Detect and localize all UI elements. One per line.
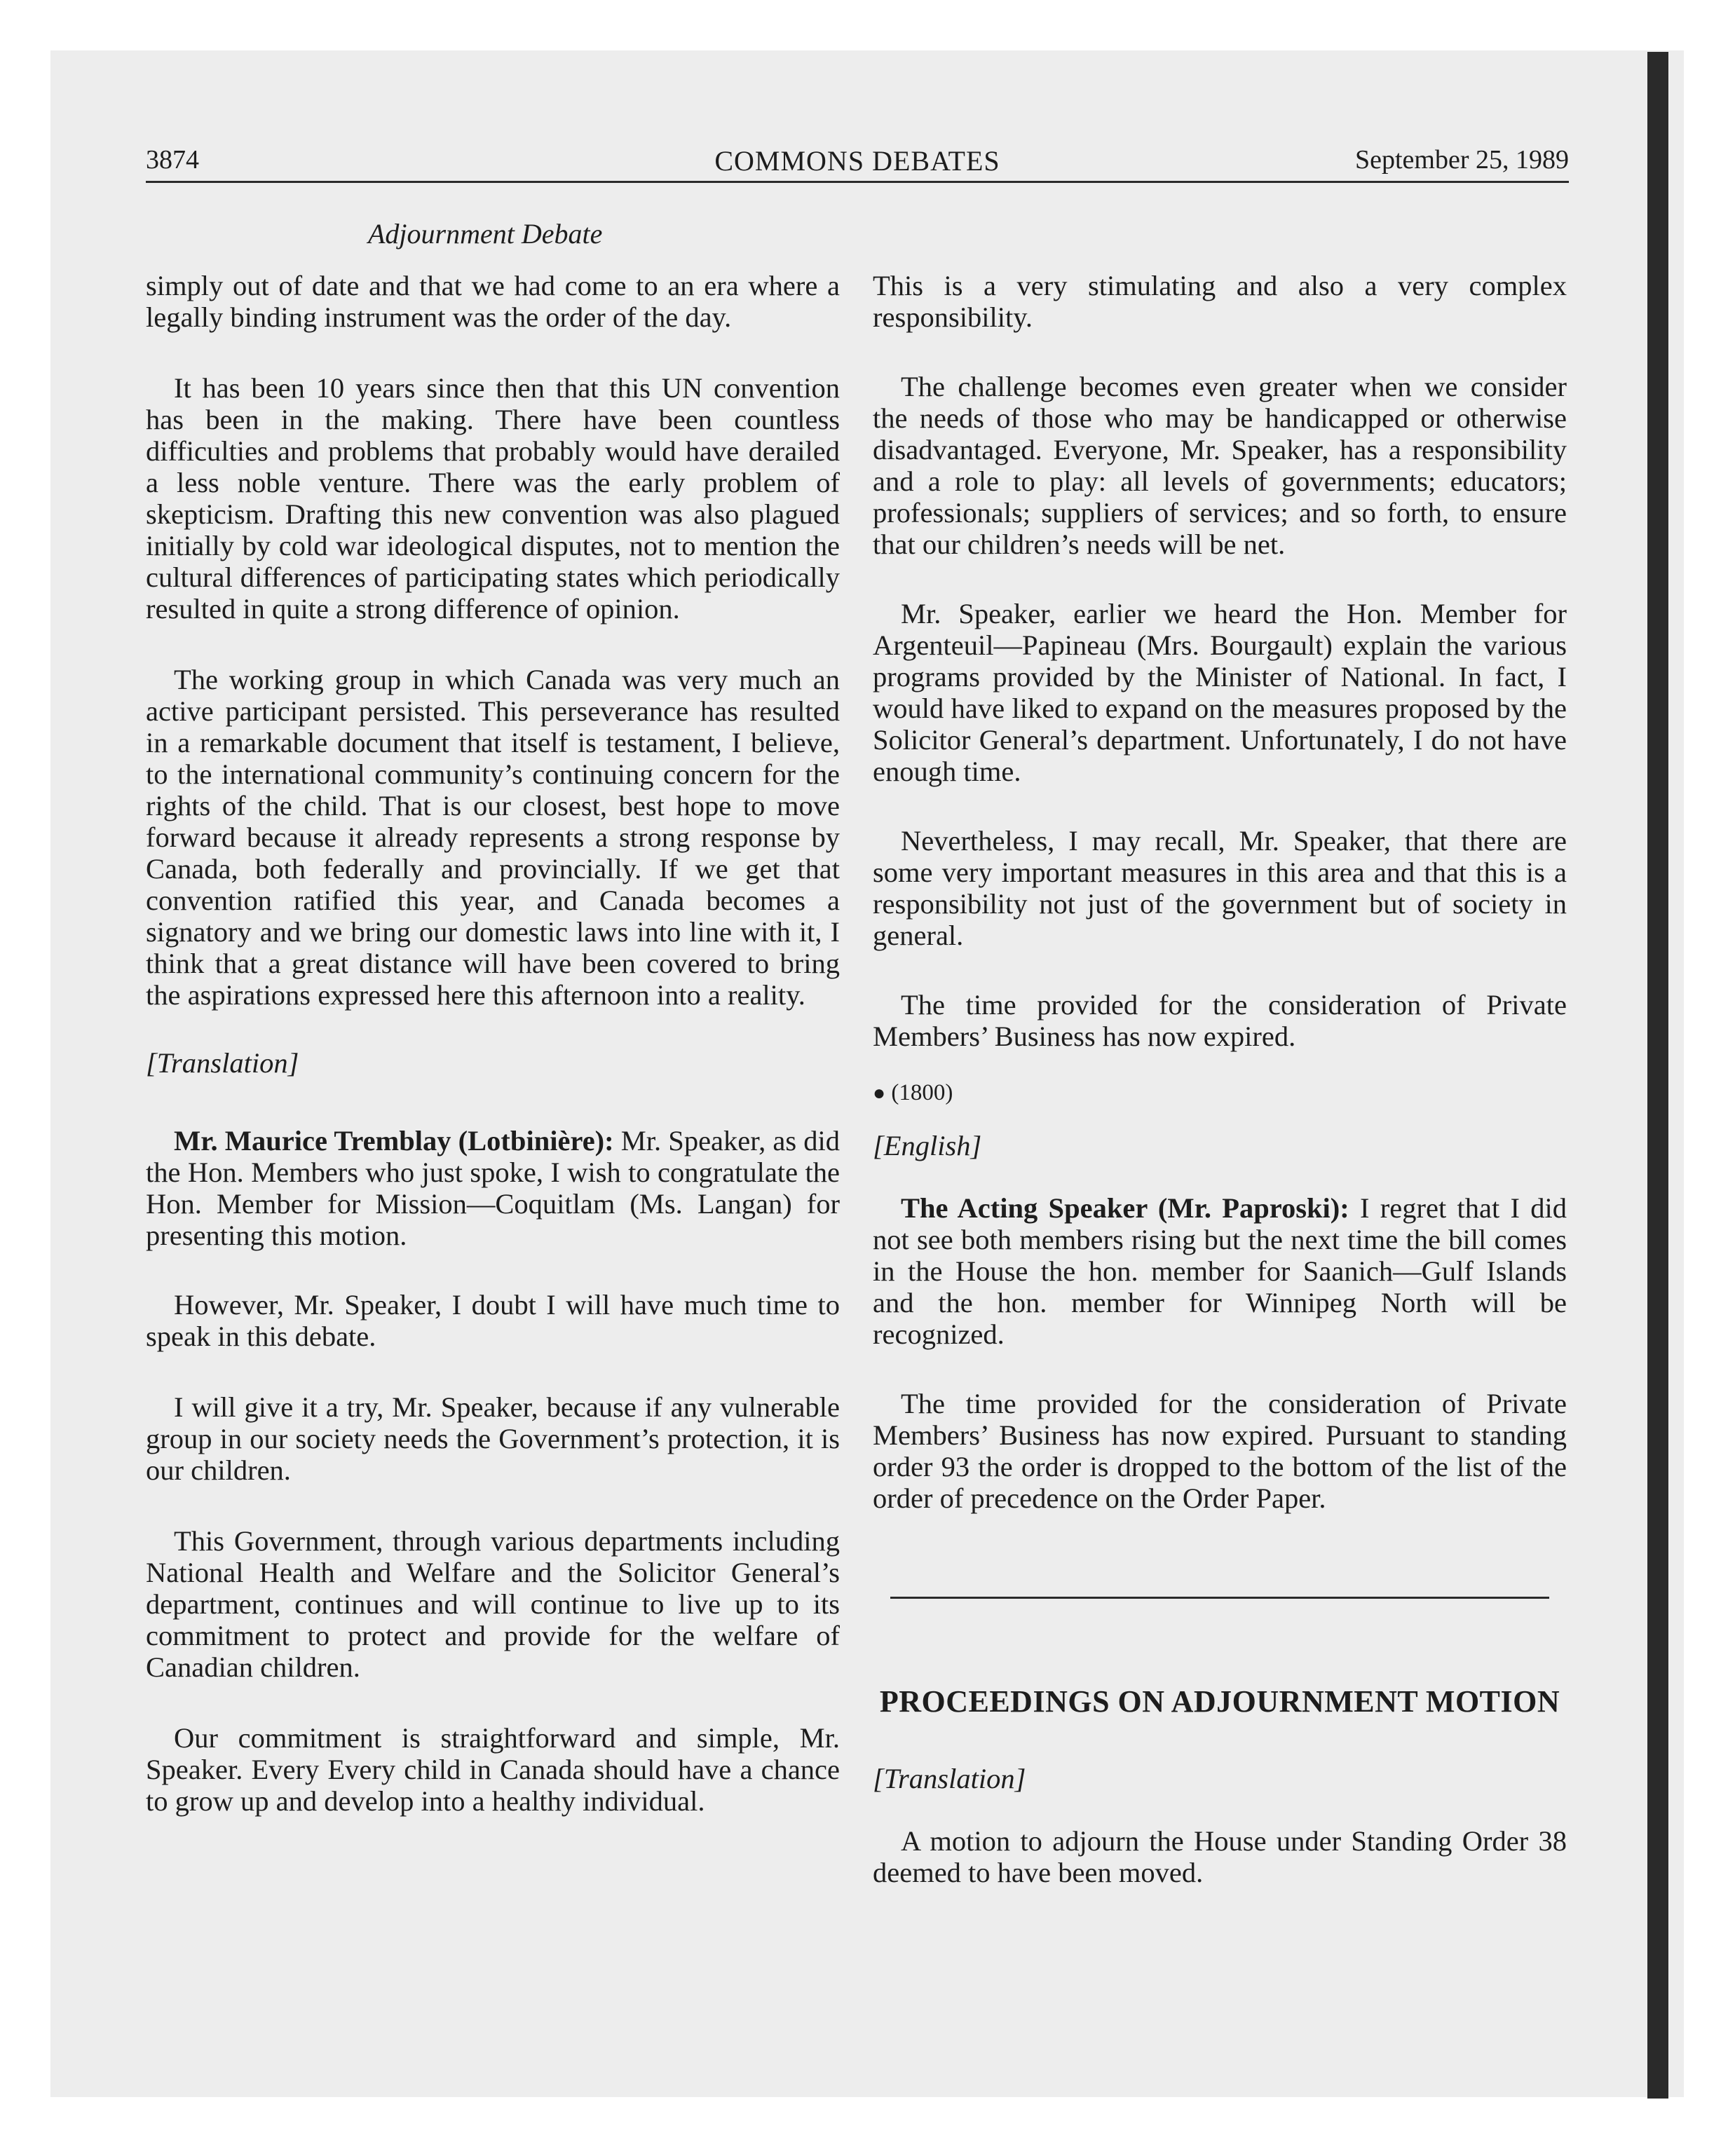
language-tag: [English] bbox=[873, 1130, 982, 1161]
speech-text: I regret that I did not see both members rising but the next time the bill comes in the House the hon. member for Saanich—Gulf Islands and the hon. member for Winnipeg North will be recognized. bbox=[873, 1192, 1567, 1350]
section-title: PROCEEDINGS ON ADJOURNMENT MOTION bbox=[879, 1684, 1560, 1719]
publication-title: COMMONS DEBATES bbox=[714, 145, 1000, 177]
paragraph: A motion to adjourn the House under Standing Order 38 deemed to have been moved. bbox=[873, 1825, 1567, 1888]
paragraph: The challenge becomes even greater when we consider the needs of those who may be handicapped or otherwise disadvantaged. Everyone, Mr. Speaker, has a responsibility and a role to play: all levels of governments; educators; professionals; suppliers of services; and so forth, to ensure that our children’s needs will be net. bbox=[873, 371, 1567, 560]
section-divider bbox=[890, 1597, 1549, 1599]
paragraph: The time provided for the consideration of Private Members’ Business has now expired. Pursuant to standing order 93 the order is dropped to the bottom of the list of the order of precedence on the Order Paper. bbox=[873, 1388, 1567, 1514]
scan-edge-shadow bbox=[1647, 52, 1668, 2099]
page-date: September 25, 1989 bbox=[1354, 145, 1569, 175]
speaker-paragraph bbox=[873, 1192, 1567, 1350]
timestamp bbox=[873, 1077, 1567, 1109]
paragraph: It has been 10 years since then that this UN convention has been in the making. There have been countless difficulties and problems that probably would have derailed a less noble venture. There was the early problem of skepticism. Drafting this new convention was also plagued initially by cold war ideological disputes, not to mention the cultural differences of participating states which periodically resulted in quite a strong difference of opinion. bbox=[146, 372, 840, 625]
paragraph: simply out of date and that we had come to an era where a legally binding instrument was the order of the day. bbox=[146, 270, 840, 333]
page-header bbox=[146, 139, 1569, 183]
paragraph: Mr. Speaker, earlier we heard the Hon. Member for Argenteuil—Papineau (Mrs. Bourgault) explain the various programs provided by the Minister of National. In fact, I would have liked to expand on the measures proposed by the Solicitor General’s department. Unfortunately, I do not have enough time. bbox=[873, 598, 1567, 787]
timestamp-text: (1800) bbox=[891, 1080, 953, 1105]
running-head: Adjournment Debate bbox=[368, 218, 603, 250]
speech-text: Mr. Speaker, as did the Hon. Members who just spoke, I wish to congratulate the Hon. Member for Mission—Coquitlam (Ms. Langan) for presenting this motion. bbox=[146, 1125, 840, 1251]
right-column bbox=[873, 270, 1567, 1888]
speaker-paragraph bbox=[146, 1125, 840, 1251]
paragraph: This Government, through various departments including National Health and Welfare and the Solicitor General’s department, continues and will continue to live up to its commitment to protect and provide for the welfare of Canadian children. bbox=[146, 1525, 840, 1683]
speaker-name: The Acting Speaker (Mr. Paproski): bbox=[901, 1192, 1349, 1224]
language-tag: [Translation] bbox=[146, 1047, 299, 1079]
paragraph: Nevertheless, I may recall, Mr. Speaker, that there are some very important measures in this area and that this is a responsibility not just of the government but of society in general. bbox=[873, 825, 1567, 951]
paragraph: This is a very stimulating and also a very complex responsibility. bbox=[873, 270, 1567, 333]
paragraph: The working group in which Canada was very much an active participant persisted. This perseverance has resulted in a remarkable document that itself is testament, I believe, to the international community’s continuing concern for the rights of the child. That is our closest, best hope to move forward because it already represents a strong response by Canada, both federally and provincially. If we get that convention ratified this year, and Canada becomes a signatory and we bring our domestic laws into line with it, I think that a great distance will have been covered to bring the aspirations expressed here this afternoon into a reality. bbox=[146, 664, 840, 1011]
language-tag: [Translation] bbox=[873, 1763, 1026, 1794]
page-number: 3874 bbox=[146, 145, 199, 175]
paragraph: However, Mr. Speaker, I doubt I will have much time to speak in this debate. bbox=[146, 1289, 840, 1352]
left-column bbox=[146, 270, 840, 1817]
bullet-icon: ● bbox=[873, 1082, 886, 1105]
speaker-name: Mr. Maurice Tremblay (Lotbinière): bbox=[174, 1125, 614, 1157]
paragraph: I will give it a try, Mr. Speaker, because if any vulnerable group in our society needs the Government’s protection, it is our children. bbox=[146, 1391, 840, 1486]
paragraph: The time provided for the consideration of Private Members’ Business has now expired. bbox=[873, 989, 1567, 1052]
paragraph: Our commitment is straightforward and simple, Mr. Speaker. Every Every child in Canada should have a chance to grow up and develop into a healthy individual. bbox=[146, 1722, 840, 1817]
